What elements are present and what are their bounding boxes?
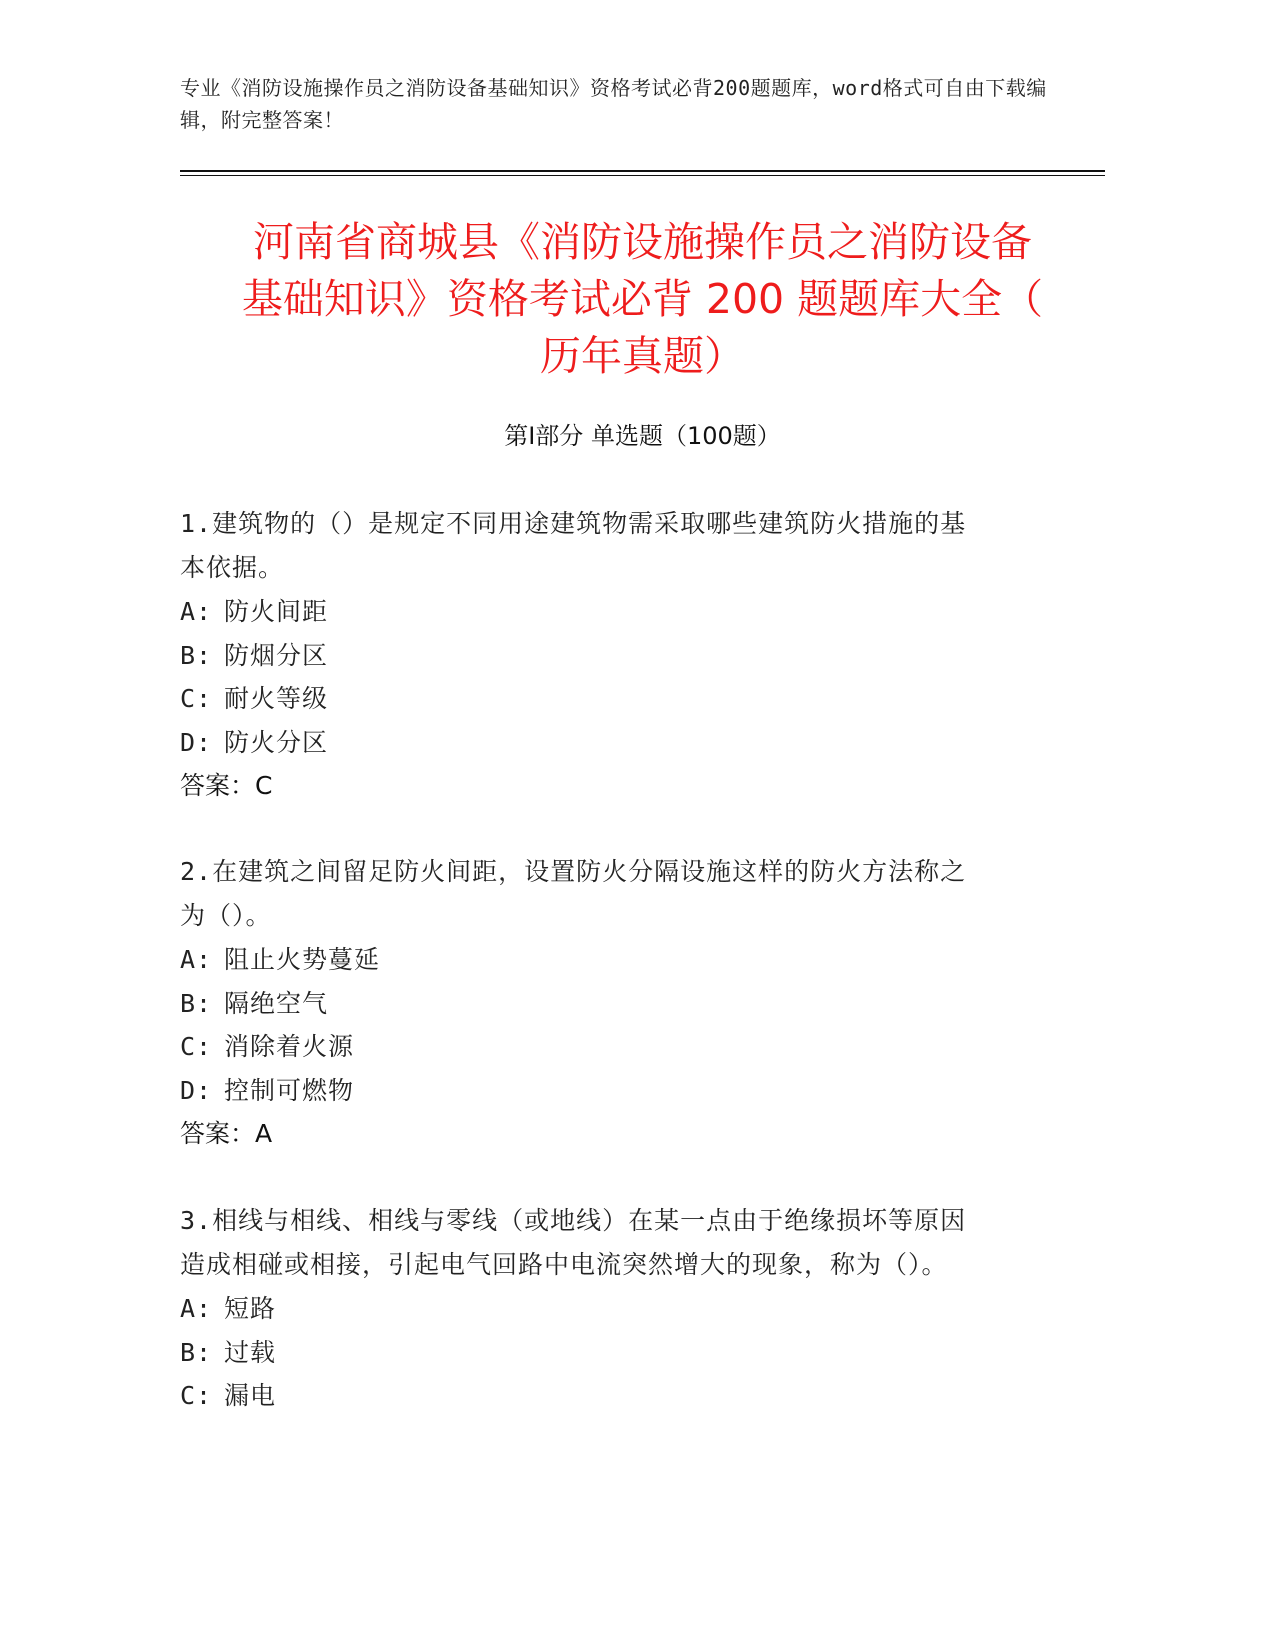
option-b [180, 634, 1060, 678]
question-1 [180, 502, 1060, 808]
option-d [180, 721, 1060, 765]
question-stem-line-2: 为（）。 [180, 901, 272, 930]
question-3 [180, 1199, 1060, 1418]
option-text: 隔绝空气 [224, 988, 329, 1018]
option-key: C: [180, 1032, 213, 1061]
option-text: 防火间距 [224, 597, 329, 626]
question-stem-line-1: 1.建筑物的（）是规定不同用途建筑物需采取哪些建筑防火措施的基 [180, 509, 967, 538]
document-title-line-2: 基础知识》资格考试必背 200 题题库大全（ [241, 275, 1044, 323]
option-key: B: [180, 988, 213, 1018]
header-divider-thin [180, 175, 1105, 176]
option-b [180, 982, 1060, 1026]
option-text: 短路 [224, 1294, 277, 1323]
option-key: A: [180, 945, 213, 974]
option-c [180, 677, 1060, 721]
option-text: 消除着火源 [224, 1032, 355, 1061]
option-text: 过载 [224, 1337, 277, 1367]
option-key: C: [180, 1381, 213, 1410]
question-2 [180, 850, 1060, 1156]
document-title-line-3: 历年真题） [540, 332, 745, 380]
section-title: 第Ⅰ部分 单选题（100题） [504, 422, 781, 450]
option-a [180, 590, 1060, 634]
option-key: C: [180, 684, 213, 713]
option-text: 控制可燃物 [224, 1075, 355, 1105]
question-stem-line-2: 造成相碰或相接，引起电气回路中电流突然增大的现象，称为（）。 [180, 1250, 948, 1279]
header-note: 专业《消防设施操作员之消防设备基础知识》资格考试必背200题题库，word格式可自由下载编辑，附完整答案！ [180, 76, 1047, 132]
option-d [180, 1069, 1060, 1113]
option-text: 漏电 [224, 1381, 277, 1410]
question-stem-line-1: 2.在建筑之间留足防火间距，设置防火分隔设施这样的防火方法称之 [180, 857, 967, 886]
option-text: 防烟分区 [224, 640, 329, 670]
option-a [180, 938, 1060, 982]
option-text: 阻止火势蔓延 [224, 945, 381, 974]
answer: 答案：C [180, 771, 273, 800]
question-stem-line-2: 本依据。 [180, 553, 285, 582]
option-c [180, 1025, 1060, 1069]
option-key: A: [180, 597, 213, 626]
question-stem-line-1: 3.相线与相线、相线与零线（或地线）在某一点由于绝缘损坏等原因 [180, 1206, 967, 1235]
option-text: 防火分区 [224, 727, 329, 757]
option-key: D: [180, 727, 213, 757]
document-title-line-1: 河南省商城县《消防设施操作员之消防设备 [253, 218, 1032, 266]
option-key: B: [180, 640, 213, 670]
option-key: B: [180, 1337, 213, 1367]
answer: 答案：A [180, 1119, 273, 1148]
option-a [180, 1287, 1060, 1331]
option-b [180, 1331, 1060, 1375]
option-c [180, 1374, 1060, 1418]
header-divider-thick [180, 170, 1105, 172]
option-key: D: [180, 1075, 213, 1105]
option-text: 耐火等级 [224, 684, 329, 713]
option-key: A: [180, 1294, 213, 1323]
document-title [180, 214, 1105, 385]
